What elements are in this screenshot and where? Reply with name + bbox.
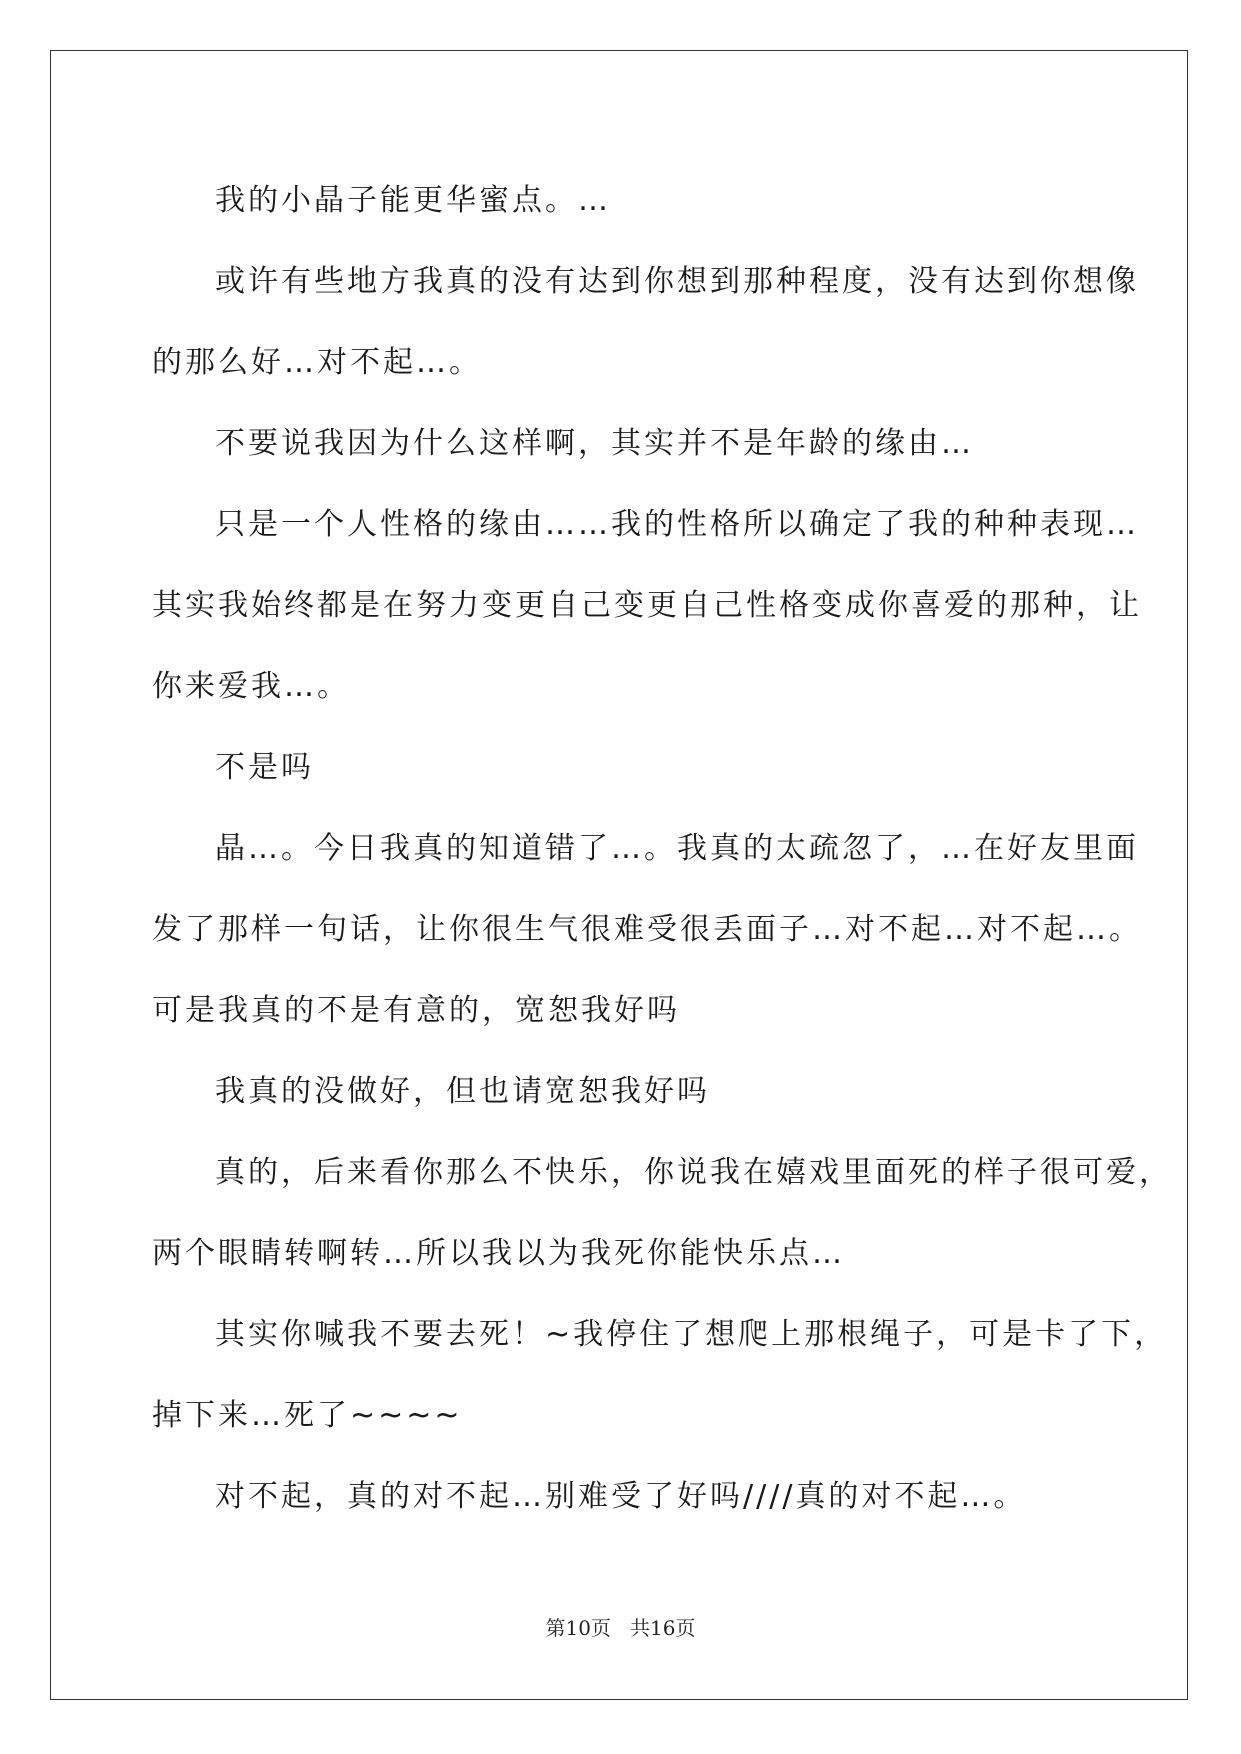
page-number: 第10页 [545,1616,611,1640]
text-line-6: 其实我始终都是在努力变更自己变更自己性格变成你喜爱的那种，让 [152,588,1142,623]
text-line-13: 真的，后来看你那么不快乐，你说我在嬉戏里面死的样子很可爱， [215,1155,1172,1190]
text-line-2: 或许有些地方我真的没有达到你想到那种程度，没有达到你想像 [215,264,1139,299]
text-line-5: 只是一个人性格的缘由……我的性格所以确定了我的种种表现… [215,507,1139,542]
text-line-9: 晶…。今日我真的知道错了…。我真的太疏忽了，…在好友里面 [215,831,1139,866]
text-line-3: 的那么好…对不起…。 [152,345,482,380]
text-line-15: 其实你喊我不要去死！~我停住了想爬上那根绳子，可是卡了下， [215,1317,1168,1352]
page-footer [0,1612,1241,1641]
text-line-8: 不是吗 [215,750,314,785]
text-line-11: 可是我真的不是有意的，宽恕我好吗 [152,993,680,1028]
text-line-4: 不要说我因为什么这样啊，其实并不是年龄的缘由… [215,426,974,461]
text-line-10: 发了那样一句话，让你很生气很难受很丢面子…对不起…对不起…。 [152,912,1142,947]
text-line-17: 对不起，真的对不起…别难受了好吗////真的对不起…。 [215,1479,1027,1514]
text-line-7: 你来爱我…。 [152,669,350,704]
text-line-12: 我真的没做好，但也请宽恕我好吗 [215,1074,710,1109]
document-body [152,160,1172,1537]
page-total: 共16页 [630,1616,696,1640]
text-line-14: 两个眼睛转啊转…所以我以为我死你能快乐点… [152,1236,845,1271]
text-line-1: 我的小晶子能更华蜜点。… [215,183,611,218]
text-line-16: 掉下来…死了~~~~ [152,1398,463,1433]
